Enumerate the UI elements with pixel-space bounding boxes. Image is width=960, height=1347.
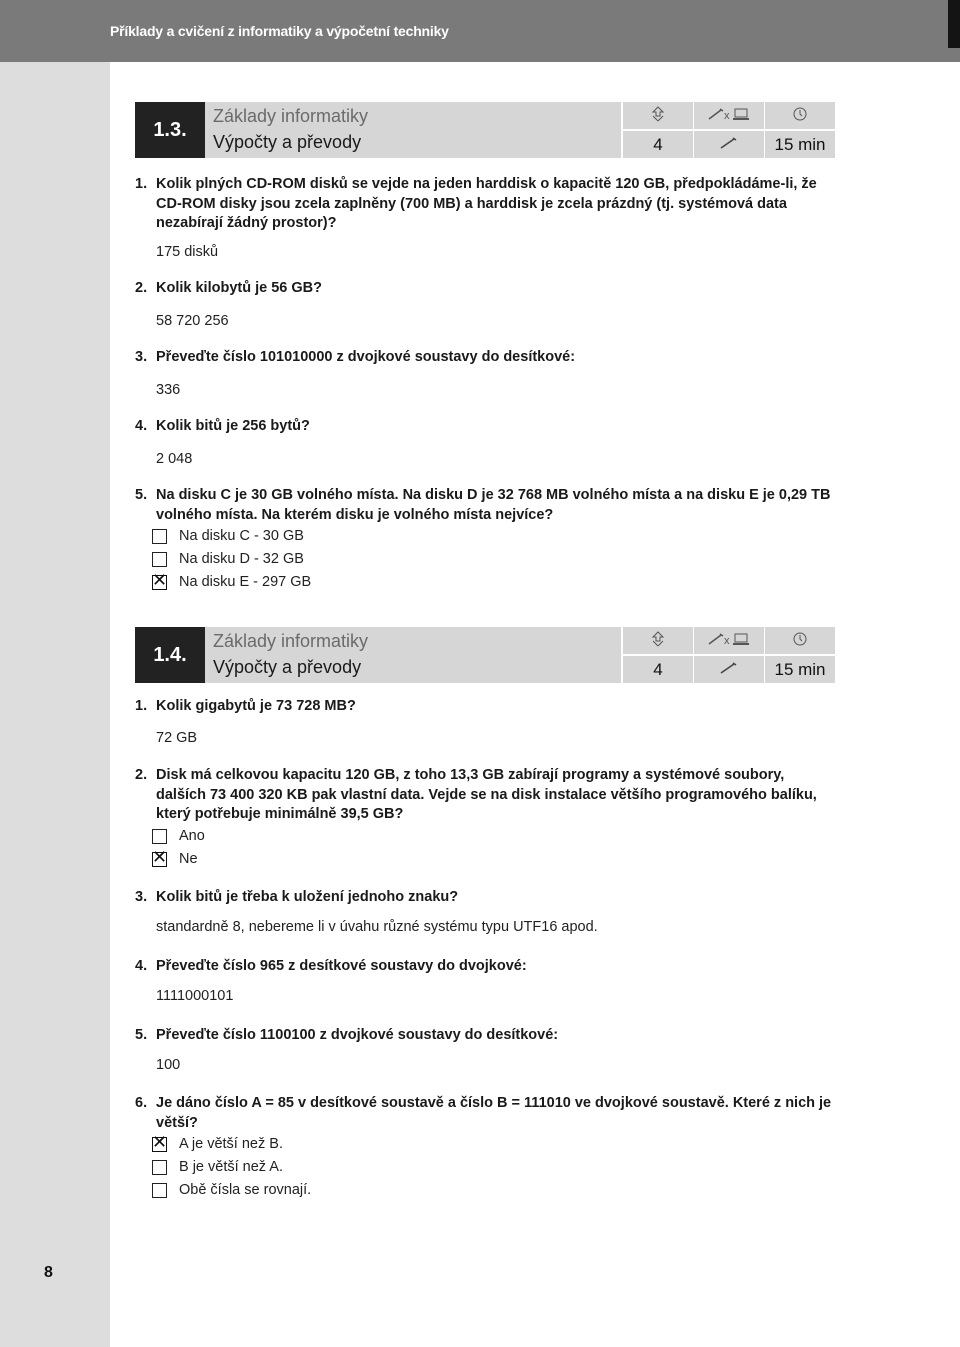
- section-header: [135, 102, 835, 158]
- question-text: Kolik gigabytů je 73 728 MB?: [156, 698, 356, 714]
- answer: 175 disků: [156, 244, 219, 260]
- question-number: 6.: [135, 1095, 148, 1111]
- question-text: Na disku C je 30 GB volného místa. Na disku D je 32 768 MB volného místa a na disku E je 0,29 TB volného místa. Na kterém disku je volného místa nejvíce?: [156, 487, 831, 523]
- question-text: Je dáno číslo A = 85 v desítkové soustavě a číslo B = 111010 ve dvojkové soustavě. Které z nich je větší?: [156, 1095, 832, 1131]
- question: [135, 766, 835, 825]
- cross-mark-icon: ✕: [152, 1131, 168, 1152]
- option-label: Na disku C - 30 GB: [179, 528, 304, 544]
- answer: 100: [156, 1057, 181, 1073]
- answer-option[interactable]: [152, 1159, 283, 1175]
- option-label: Ne: [179, 851, 198, 867]
- time-value: 15 min: [774, 134, 826, 154]
- answer: 336: [156, 382, 181, 398]
- pen-and-computer-icon: [707, 107, 751, 124]
- question-text: Kolik bitů je třeba k uložení jednoho znaku?: [156, 889, 459, 905]
- cross-mark-icon: ✕: [152, 846, 168, 867]
- exercise-section-1-3: [135, 102, 835, 590]
- pen-icon: [719, 661, 739, 678]
- question-number: 1.: [135, 176, 148, 192]
- clock-icon: [793, 107, 807, 124]
- question: [135, 348, 835, 368]
- answer-option[interactable]: [152, 528, 304, 544]
- option-label: A je větší než B.: [179, 1136, 283, 1152]
- difficulty-icon: [652, 631, 664, 650]
- question: [135, 888, 835, 908]
- question-text: Převeďte číslo 965 z desítkové soustavy do dvojkové:: [156, 958, 527, 974]
- svg-text:x: x: [724, 110, 730, 121]
- question-number: 3.: [135, 349, 148, 365]
- svg-text:x: x: [724, 635, 730, 646]
- section-category: Základy informatiky: [213, 106, 369, 126]
- answer-option[interactable]: [152, 569, 312, 590]
- difficulty-icon: [652, 106, 664, 125]
- pen-and-computer-icon: [707, 632, 751, 649]
- checkbox-checked[interactable]: [152, 846, 168, 867]
- question: [135, 1026, 835, 1046]
- header-corner-tab: [948, 0, 960, 48]
- checkbox[interactable]: [152, 1160, 167, 1175]
- question: [135, 697, 835, 717]
- checkbox[interactable]: [152, 829, 167, 844]
- clock-icon: [793, 632, 807, 649]
- option-label: B je větší než A.: [179, 1159, 283, 1175]
- answer-option[interactable]: [152, 828, 205, 844]
- question: [135, 486, 835, 525]
- answer: 58 720 256: [156, 313, 229, 329]
- question-number: 5.: [135, 1027, 148, 1043]
- answer: standardně 8, nebereme li v úvahu různé systému typu UTF16 apod.: [156, 919, 598, 935]
- question: [135, 957, 835, 977]
- answer-option[interactable]: [152, 1131, 283, 1152]
- answer: 1111000101: [156, 988, 234, 1004]
- question-number: 1.: [135, 698, 148, 714]
- pen-icon: [719, 136, 739, 153]
- question-text: Kolik kilobytů je 56 GB?: [156, 280, 322, 296]
- section-category: Základy informatiky: [213, 631, 369, 651]
- question-number: 3.: [135, 889, 148, 905]
- option-label: Na disku E - 297 GB: [179, 574, 312, 590]
- book-title: Příklady a cvičení z informatiky a výpočetní techniky: [110, 23, 449, 39]
- question: [135, 175, 835, 234]
- answer-option[interactable]: [152, 1182, 311, 1198]
- section-titles: [205, 627, 621, 683]
- section-subtitle: Výpočty a převody: [213, 132, 362, 152]
- section-number: 1.4.: [135, 627, 205, 683]
- question-text: Převeďte číslo 101010000 z dvojkové soustavy do desítkové:: [156, 349, 576, 365]
- section-number: 1.3.: [135, 102, 205, 158]
- answer: 72 GB: [156, 730, 198, 746]
- checkbox-checked[interactable]: [152, 1131, 168, 1152]
- question-number: 4.: [135, 958, 148, 974]
- question-number: 5.: [135, 487, 148, 503]
- time-value: 15 min: [774, 659, 826, 679]
- question: [135, 279, 835, 299]
- question-number: 2.: [135, 767, 148, 783]
- question-number: 2.: [135, 280, 148, 296]
- answer: 2 048: [156, 451, 193, 467]
- checkbox-checked[interactable]: [152, 569, 168, 590]
- checkbox[interactable]: [152, 552, 167, 567]
- question-number: 4.: [135, 418, 148, 434]
- question: [135, 1094, 835, 1133]
- question-text: Kolik bitů je 256 bytů?: [156, 418, 310, 434]
- section-header: [135, 627, 835, 683]
- answer-option[interactable]: [152, 846, 198, 867]
- exercise-section-1-4: [135, 627, 835, 1198]
- section-meta-table: [623, 627, 835, 683]
- checkbox[interactable]: [152, 1183, 167, 1198]
- section-titles: [205, 102, 621, 158]
- left-margin-column: [0, 62, 110, 1347]
- option-label: Obě čísla se rovnají.: [179, 1182, 312, 1198]
- difficulty-value: 4: [653, 659, 663, 679]
- option-label: Ano: [179, 828, 205, 844]
- question: [135, 417, 835, 437]
- page-number: 8: [44, 1264, 53, 1281]
- difficulty-value: 4: [653, 134, 663, 154]
- option-label: Na disku D - 32 GB: [179, 551, 304, 567]
- question-text: Kolik plných CD-ROM disků se vejde na jeden harddisk o kapacitě 120 GB, předpokládáme-li, že CD-ROM disky jsou zcela zaplněny (700 MB) a harddisk je zcela prázdný (tj. systémová data nezabírají žádný prostor)?: [156, 176, 817, 231]
- question-text: Disk má celkovou kapacitu 120 GB, z toho 13,3 GB zabírají programy a systémové soubory, dalších 73 400 320 KB pak vlastní data. Vejde se na disk instalace většího programového balíku, který potřebuje minimálně 39,5 GB?: [156, 767, 817, 822]
- section-meta-table: [623, 102, 835, 158]
- section-subtitle: Výpočty a převody: [213, 657, 362, 677]
- cross-mark-icon: ✕: [152, 569, 168, 590]
- page-header-bar: [0, 0, 960, 62]
- question-text: Převeďte číslo 1100100 z dvojkové soustavy do desítkové:: [156, 1027, 559, 1043]
- checkbox[interactable]: [152, 529, 167, 544]
- answer-option[interactable]: [152, 551, 304, 567]
